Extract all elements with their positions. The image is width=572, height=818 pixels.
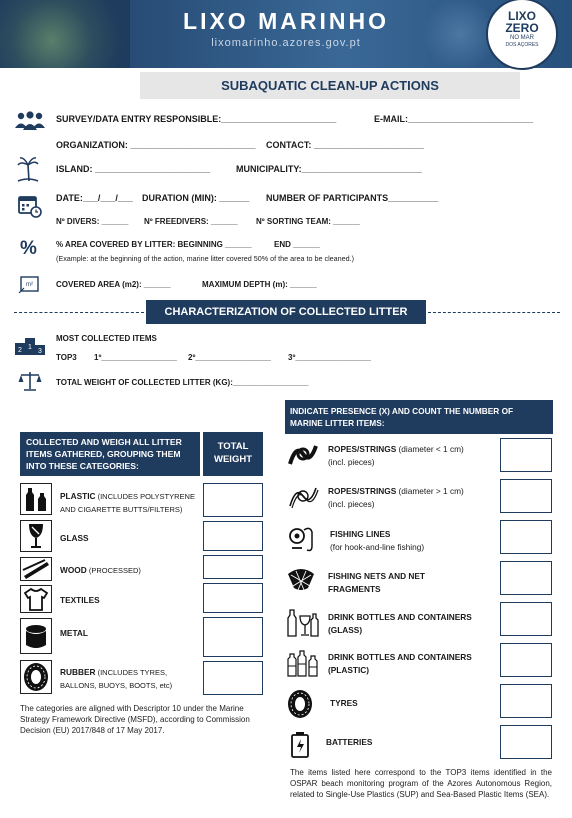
weight-input-rubber[interactable] xyxy=(203,661,263,695)
category-plastic-label: PLASTIC xyxy=(60,491,96,501)
top3-second-field[interactable]: 2º_________________ xyxy=(188,353,272,362)
percent-icon: % xyxy=(20,238,37,259)
category-rubber-note: (INCLUDES TYRES, BALLONS, BUOYS, BOOTS, etc) xyxy=(60,668,173,690)
svg-text:m²: m² xyxy=(26,282,33,288)
total-weight-field[interactable]: TOTAL WEIGHT OF COLLECTED LITTER (KG):_________________ xyxy=(56,378,309,387)
item-plastic-bottles-note: (PLASTIC) xyxy=(328,665,370,675)
category-rubber xyxy=(60,666,200,692)
category-wood-note: (PROCESSED) xyxy=(86,566,141,575)
right-table-footnote: The items listed here correspond to the TOP3 items identified in the OSPAR beach monitoring program of the Azores Autonomous Region, related to Single-Use Plastics (SUP) and Sea-Based Plastic Items (SEA). xyxy=(290,768,552,799)
wood-icon xyxy=(20,557,52,581)
item-fishing-lines xyxy=(330,528,424,554)
glass-bottles-icon xyxy=(286,606,320,638)
item-fishing-nets-note: FRAGMENTS xyxy=(328,584,381,594)
top3-first-field[interactable]: 1º_________________ xyxy=(94,353,178,362)
count-input-ropes-thin[interactable] xyxy=(500,438,552,472)
category-wood-label: WOOD xyxy=(60,565,87,575)
item-glass-bottles-label: DRINK BOTTLES AND CONTAINERS xyxy=(328,612,472,622)
max-depth-field[interactable]: MAXIMUM DEPTH (m): ______ xyxy=(202,280,317,289)
weight-input-textiles[interactable] xyxy=(203,583,263,613)
plastic-icon xyxy=(20,483,52,515)
left-table-footnote: The categories are aligned with Descriptor 10 under the Marine Strategy Framework Directive (MSFD), according to Commission Decision (EU) 2017/848 of 17 May 2017. xyxy=(20,704,250,735)
item-fishing-nets xyxy=(328,570,425,596)
count-input-fishing-lines[interactable] xyxy=(500,520,552,554)
item-plastic-bottles-label: DRINK BOTTLES AND CONTAINERS xyxy=(328,652,472,662)
left-table-header: COLLECTED AND WEIGH ALL LITTER ITEMS GATHERED, GROUPING THEM INTO THESE CATEGORIES: xyxy=(20,432,200,476)
area-end-field[interactable]: END ______ xyxy=(274,240,320,249)
area-beginning-field[interactable]: % AREA COVERED BY LITTER: BEGINNING ______ xyxy=(56,240,252,249)
date-field[interactable]: DATE:___/___/___ xyxy=(56,193,133,203)
logo-line1: LIXO xyxy=(507,9,536,23)
calendar-clock-icon xyxy=(18,194,42,218)
area-m2-icon xyxy=(18,276,40,294)
participants-field[interactable]: NUMBER OF PARTICIPANTS__________ xyxy=(266,193,439,203)
item-fishing-lines-note: (for hook-and-line fishing) xyxy=(330,542,425,552)
item-plastic-bottles xyxy=(328,651,472,677)
category-textiles: TEXTILES xyxy=(60,595,100,605)
item-glass-bottles-note: (GLASS) xyxy=(328,625,363,635)
item-fishing-nets-label: FISHING NETS AND NET xyxy=(328,571,425,581)
top3-third-field[interactable]: 3º_________________ xyxy=(288,353,372,362)
category-metal: METAL xyxy=(60,628,88,638)
svg-text:3: 3 xyxy=(38,348,42,355)
svg-text:2: 2 xyxy=(18,347,22,354)
category-rubber-label: RUBBER xyxy=(60,667,96,677)
duration-field[interactable]: DURATION (MIN): ______ xyxy=(142,193,250,203)
logo-line4: DOS AÇORES xyxy=(505,42,539,48)
battery-icon xyxy=(290,731,310,759)
item-batteries: BATTERIES xyxy=(326,737,373,747)
count-input-batteries[interactable] xyxy=(500,725,552,759)
island-palm-icon xyxy=(16,155,40,183)
area-example-note: (Example: at the beginning of the action, marine litter covered 50% of the area to be cleaned.) xyxy=(56,254,355,263)
category-wood xyxy=(60,565,141,575)
email-field[interactable]: E-MAIL:_________________________ xyxy=(374,114,534,124)
item-ropes-thick-note2: (incl. pieces) xyxy=(328,499,375,509)
plastic-bottles-icon xyxy=(286,648,320,678)
rope-thick-icon xyxy=(286,482,320,512)
header-url: lixomarinho.azores.gov.pt xyxy=(211,37,361,49)
freedivers-field[interactable]: Nº FREEDIVERS: ______ xyxy=(144,217,238,226)
characterization-banner: CHARACTERIZATION OF COLLECTED LITTER xyxy=(146,300,426,324)
item-ropes-thin-note1: (diameter < 1 cm) xyxy=(396,444,464,454)
category-plastic-note: (INCLUDES POLYSTYRENE AND CIGARETTE BUTTS/FILTERS) xyxy=(60,492,195,514)
banner-dashed-left xyxy=(14,312,144,313)
item-glass-bottles xyxy=(328,611,472,637)
municipality-field[interactable]: MUNICIPALITY:________________________ xyxy=(236,164,422,174)
weight-input-plastic[interactable] xyxy=(203,483,263,517)
divers-field[interactable]: Nº DIVERS: ______ xyxy=(56,217,129,226)
item-ropes-thick-note1: (diameter > 1 cm) xyxy=(396,486,464,496)
weight-input-glass[interactable] xyxy=(203,521,263,551)
count-input-ropes-thick[interactable] xyxy=(500,479,552,513)
category-plastic xyxy=(60,490,200,516)
tyre-icon xyxy=(286,688,314,720)
covered-area-field[interactable]: COVERED AREA (m2): ______ xyxy=(56,280,171,289)
sorting-team-field[interactable]: Nº SORTING TEAM: ______ xyxy=(256,217,360,226)
count-input-tyres[interactable] xyxy=(500,684,552,718)
item-fishing-lines-label: FISHING LINES xyxy=(330,529,391,539)
item-ropes-thick-label: ROPES/STRINGS xyxy=(328,486,397,496)
logo-line2: ZERO xyxy=(505,21,539,35)
item-ropes-thin-label: ROPES/STRINGS xyxy=(328,444,397,454)
item-ropes-thin xyxy=(328,443,464,469)
banner-dashed-right xyxy=(428,312,560,313)
item-ropes-thick xyxy=(328,485,464,511)
fishing-net-icon xyxy=(286,566,316,594)
header-title: LIXO MARINHO xyxy=(183,8,389,34)
lixo-zero-logo xyxy=(486,0,558,70)
scale-icon xyxy=(18,370,42,392)
glass-icon xyxy=(20,520,52,552)
item-tyres: TYRES xyxy=(330,698,358,708)
island-field[interactable]: ISLAND: _______________________ xyxy=(56,164,211,174)
podium-icon xyxy=(14,336,46,356)
count-input-fishing-nets[interactable] xyxy=(500,561,552,595)
category-glass: GLASS xyxy=(60,533,89,543)
weight-input-metal[interactable] xyxy=(203,617,263,657)
organization-field[interactable]: ORGANIZATION: _________________________ xyxy=(56,140,256,150)
top3-label: TOP3 xyxy=(56,353,77,362)
count-input-glass-bottles[interactable] xyxy=(500,602,552,636)
metal-can-icon xyxy=(20,618,52,654)
rubber-tyre-icon xyxy=(20,660,52,694)
rope-thin-icon xyxy=(286,440,320,470)
count-input-plastic-bottles[interactable] xyxy=(500,643,552,677)
total-weight-header: TOTAL WEIGHT xyxy=(203,432,263,476)
page-subtitle: SUBAQUATIC CLEAN-UP ACTIONS xyxy=(140,72,520,99)
svg-text:1: 1 xyxy=(28,344,32,351)
right-table-header: INDICATE PRESENCE (X) AND COUNT THE NUMBER OF MARINE LITTER ITEMS: xyxy=(285,400,553,434)
weight-input-wood[interactable] xyxy=(203,555,263,579)
survey-responsible-field[interactable]: SURVEY/DATA ENTRY RESPONSIBLE:_______________________ xyxy=(56,114,337,124)
logo-line3: NO MAR xyxy=(510,35,534,41)
item-ropes-thin-note2: (incl. pieces) xyxy=(328,457,375,467)
contact-field[interactable]: CONTACT: ______________________ xyxy=(266,140,424,150)
most-collected-label: MOST COLLECTED ITEMS xyxy=(56,334,157,343)
fishing-line-icon xyxy=(286,522,316,556)
people-icon xyxy=(14,110,46,134)
textiles-icon xyxy=(20,585,52,613)
